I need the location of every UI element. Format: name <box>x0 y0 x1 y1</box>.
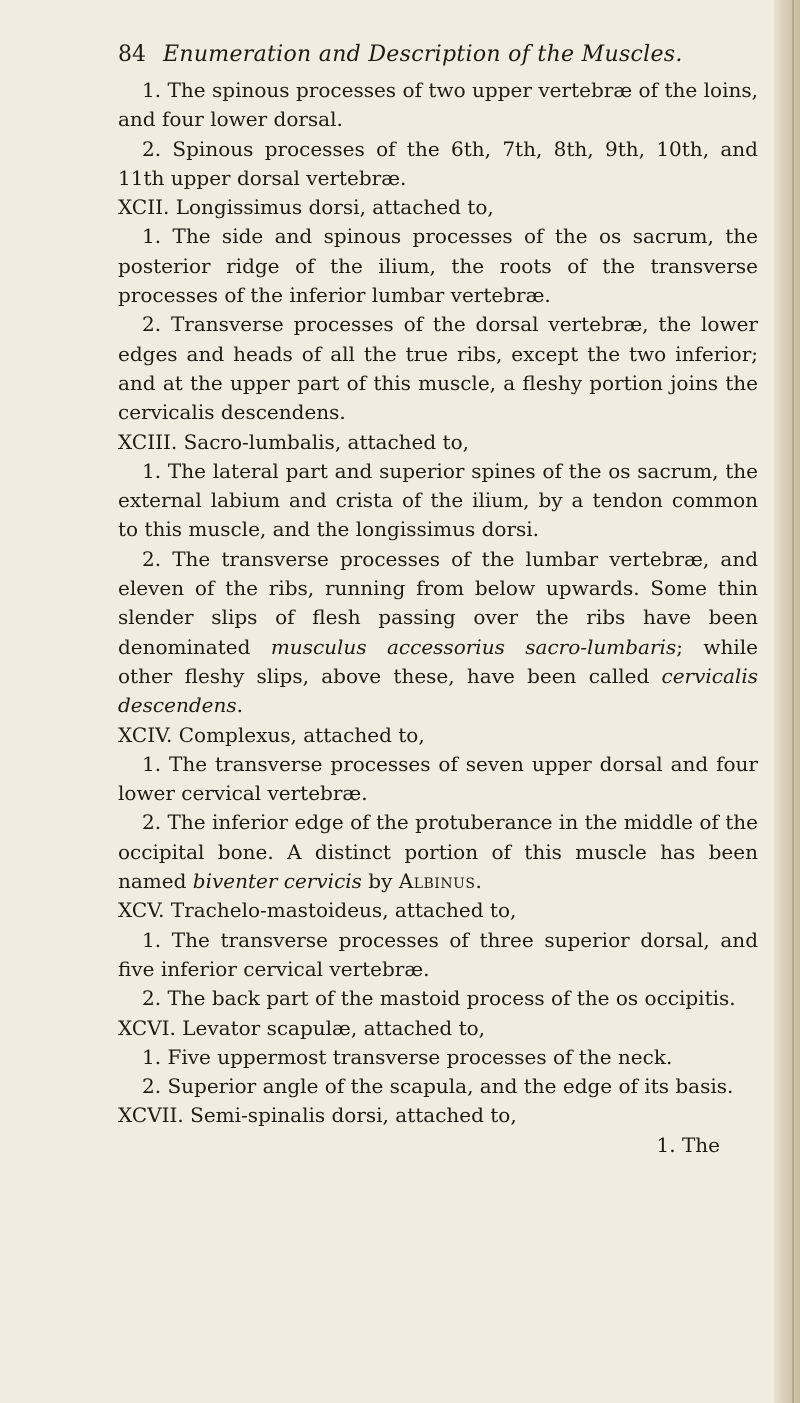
muscle-heading-xcv: XCV. Trachelo-mastoideus, attached to, <box>118 898 517 923</box>
paragraph-item-1: 1. The lateral part and superior spines of the os sacrum, the external labium and crista of the ilium, by a tendon common to this muscle, and the longissimus dorsi. <box>118 458 758 542</box>
catchword: 1. The <box>656 1132 720 1157</box>
paragraph-text: by <box>361 869 399 894</box>
muscle-heading-xciv: XCIV. Complexus, attached to, <box>118 722 425 747</box>
muscle-heading-xcvi: XCVI. Levator scapulæ, attached to, <box>118 1015 486 1040</box>
latin-term: biventer cervicis <box>192 869 362 894</box>
paragraph-text: 2. The inferior edge of the protuberance in the middle of the occipital bone. A distinct portion of this muscle has been named <box>118 810 758 894</box>
author-name: Albinus <box>398 869 476 894</box>
paragraph-item-1: 1. Five uppermost transverse processes of the neck. <box>142 1044 673 1069</box>
paragraph-item-2: 2. Spinous processes of the 6th, 7th, 8th, 9th, 10th, and 11th upper dorsal vertebræ. <box>118 136 758 190</box>
paragraph-item-2: 2. Transverse processes of the dorsal vertebræ, the lower edges and heads of all the true ribs, except the two inferior; and at the upper part of this muscle, a fleshy portion joins the cervicalis descendens. <box>118 312 758 425</box>
page-edge <box>792 0 794 1403</box>
paragraph-item-2: 2. Superior angle of the scapula, and the edge of its basis. <box>142 1074 734 1099</box>
latin-term: cervicalis descendens <box>118 663 758 718</box>
latin-term: musculus accessorius sacro-lumbaris <box>270 634 677 659</box>
paragraph-text: . <box>236 693 243 718</box>
page-number: 84 <box>118 42 146 67</box>
book-page <box>118 40 758 1160</box>
paragraph-item-2 <box>118 545 758 721</box>
paragraph-text: . <box>475 869 482 894</box>
paragraph-item-1: 1. The transverse processes of seven upper dorsal and four lower cervical vertebræ. <box>118 751 758 806</box>
paragraph-text: ; while other fleshy slips, above these, have been called <box>118 634 758 688</box>
paragraph-item-1: 1. The side and spinous processes of the os sacrum, the posterior ridge of the ilium, the roots of the transverse processes of the inferior lumbar vertebræ. <box>118 224 758 308</box>
paragraph-item-2 <box>118 808 758 896</box>
running-title: Enumeration and Description of the Muscles. <box>163 42 683 67</box>
page-gutter-shadow <box>774 0 800 1403</box>
muscle-heading-xcvii: XCVII. Semi-spinalis dorsi, attached to, <box>118 1103 517 1128</box>
paragraph-item-1: 1. The transverse processes of three superior dorsal, and five inferior cervical vertebræ. <box>118 927 758 981</box>
paragraph-item-1: 1. The spinous processes of two upper vertebræ of the loins, and four lower dorsal. <box>118 78 758 132</box>
paragraph-item-2: 2. The back part of the mastoid process of the os occipitis. <box>142 986 736 1011</box>
paragraph-text: 2. The transverse processes of the lumbar vertebræ, and eleven of the ribs, running from below upwards. Some thin slender slips of flesh passing over the ribs have been denominated <box>118 546 758 659</box>
muscle-heading-xcii: XCII. Longissimus dorsi, attached to, <box>118 195 494 220</box>
running-head <box>118 40 758 72</box>
muscle-heading-xciii: XCIII. Sacro-lumbalis, attached to, <box>118 429 469 454</box>
